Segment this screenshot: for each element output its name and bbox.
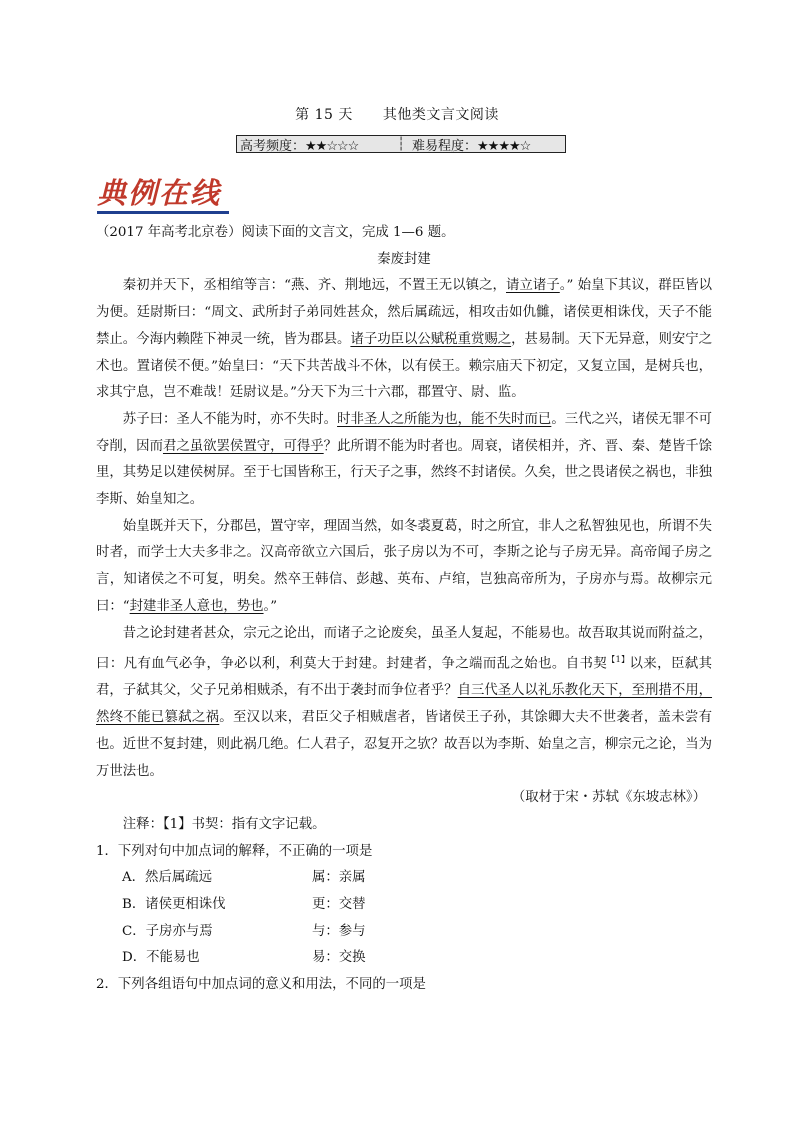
footnote-marker: 【1】	[607, 655, 630, 665]
question-1-option-d: D．不能易也 易：交换	[122, 950, 366, 966]
passage-paragraph-2: 苏子曰：圣人不能为时，亦不失时。时非圣人之所能为也，能不失时而已。三代之兴，诸侯无罪不可夺削，因而君之虽欲罢侯置守，可得乎？此所谓不能为时者也。周衰，诸侯相并，齐、晋、秦、楚皆千馀里，其势足以建侯树屏。至于七国皆称王，行天子之事，然终不封诸侯。久矣，世之畏诸侯之祸也，非独李斯、始皇知之。	[96, 411, 713, 508]
source-citation: （取材于宋・苏轼《东坡志林》）	[511, 790, 706, 806]
exam-intro: （2017 年高考北京卷）阅读下面的文言文，完成 1—6 题。	[96, 225, 455, 240]
frequency-label: 高考频度：	[240, 138, 306, 154]
page-title	[0, 104, 794, 124]
main-content	[96, 220, 712, 999]
rating-divider: ┆	[397, 136, 405, 152]
underlined-sentence: 君之虽欲罢侯置守，可得乎	[162, 438, 324, 454]
difficulty-label: 难易程度：	[412, 138, 478, 154]
passage-paragraph-1: 秦初并天下，丞相绾等言：“燕、齐、荆地远，不置王无以镇之，请立诸子。” 始皇下其议，群臣皆以为便。廷尉斯曰：“周文、武所封子弟同姓甚众，然后属疏远，相攻击如仇雠，诸侯更相诛伐，天子不能禁止。今海内赖陛下神灵一统，皆为郡县。诸子功臣以公赋税重赏赐之，甚易制。天下无异意，则安宁之术也。置诸侯不便。”始皇曰：“天下共苦战斗不休，以有侯王。赖宗庙天下初定，又复立国，是树兵也，求其宁息，岂不难哉！廷尉议是。”分天下为三十六郡，郡置守、尉、监。	[96, 278, 713, 401]
day-label: 第 15 天	[295, 107, 353, 123]
question-1-option-c: C．子房亦与焉 与：参与	[122, 923, 366, 939]
underlined-sentence: 封建非圣人意也，势也	[129, 598, 264, 614]
question-2-stem: 2．下列各组语句中加点词的意义和用法，不同的一项是	[96, 977, 426, 993]
section-logo-text: 典例在线	[97, 176, 222, 210]
frequency-rating	[237, 135, 393, 154]
passage-title: 秦废封建	[377, 251, 431, 267]
passage-paragraph-3: 始皇既并天下，分郡邑，置守宰，理固当然，如冬裘夏葛，时之所宜，非人之私智独见也，所谓不失时者，而学士大夫多非之。汉高帝欲立六国后，张子房以为不可，李斯之论与子房无异。高帝闻子房之言，知诸侯之不可复，明矣。然卒王韩信、彭越、英布、卢绾，岂独高帝所为，子房亦与焉。故柳宗元曰：“封建非圣人意也，势也。”	[96, 518, 712, 614]
frequency-stars: ★★☆☆☆	[305, 138, 359, 154]
section-logo-underline	[97, 211, 229, 214]
footnote: 注释：【1】书契：指有文字记载。	[122, 816, 326, 832]
rating-box	[236, 135, 566, 153]
section-logo	[97, 175, 229, 215]
question-1-stem: 1．下列对句中加点词的解释，不正确的一项是	[96, 843, 373, 859]
difficulty-stars: ★★★★☆	[477, 138, 531, 154]
question-1-option-a: A．然后属疏远 属：亲属	[122, 870, 366, 886]
passage-paragraph-4: 昔之论封建者甚众，宗元之论出，而诸子之论废矣，虽圣人复起，不能易也。故吾取其说而附益之，曰：凡有血气必争，争必以利，利莫大于封建。封建者，争之端而乱之始也。自书契$^{【1】}$以来，臣弑其君，子弑其父，父子兄弟相贼杀，有不出于袭封而争位者乎？自三代圣人以礼乐教化天下，至刑措不用，然终不能已篡弑之祸。至汉以来，君臣父子相贼虐者，皆诸侯王子孙，其馀卿大夫不世袭者，盖未尝有也。近世不复封建，则此祸几绝。仁人君子，忍复开之欤？故吾以为李斯、始皇之言，柳宗元之论，当为万世法也。	[96, 625, 713, 779]
question-1-option-b: B．诸侯更相诛伐 更：交替	[122, 897, 366, 913]
underlined-sentence: 请立诸子	[506, 278, 560, 294]
topic-label: 其他类文言文阅读	[382, 107, 499, 123]
underlined-sentence: 时非圣人之所能为也，能不失时而已	[337, 411, 552, 427]
difficulty-rating	[409, 135, 565, 154]
underlined-sentence: 诸子功臣以公赋税重赏赐之	[350, 331, 512, 347]
underlined-sentence: 自三代圣人以礼乐教化天下，至刑措不用，然终不能已篡弑之祸	[96, 683, 713, 726]
